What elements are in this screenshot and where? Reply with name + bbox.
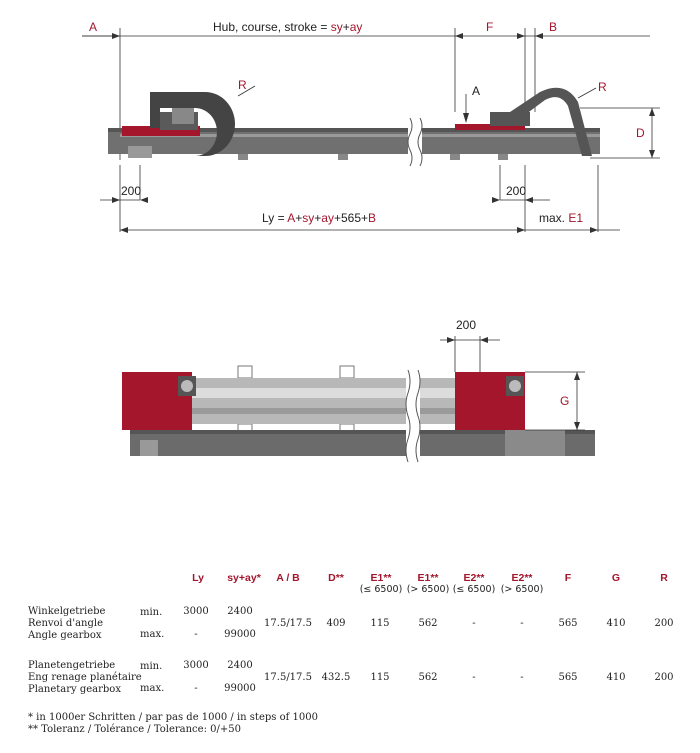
group1-e1a: 115 — [370, 618, 390, 629]
label-a-arrow: A — [472, 84, 481, 98]
group1-ly-max: - — [194, 629, 198, 640]
header-g: G — [611, 572, 621, 584]
group1-min-label: min. — [140, 607, 163, 618]
group2-name-de: Planetengetriebe — [28, 660, 116, 671]
group2-d: 432.5 — [321, 672, 351, 683]
group2-ly-min: 3000 — [183, 660, 209, 671]
subheader-e1b: (> 6500) — [406, 584, 450, 595]
header-e2a: E2** — [463, 572, 485, 584]
subheader-e1a: (≤ 6500) — [359, 584, 403, 595]
label-ly-formula: Ly = A+sy+ay+565+B — [262, 211, 377, 225]
group2-syay-max: 99000 — [224, 683, 256, 694]
label-200-right: 200 — [506, 184, 527, 198]
group1-max-label: max. — [140, 629, 165, 640]
group2-e1b: 562 — [418, 672, 438, 683]
footnote-2: ** Toleranz / Tolérance / Tolerance: 0/+50 — [28, 724, 241, 735]
group1-name-fr: Renvoi d'angle — [28, 618, 104, 629]
subheader-e2a: (≤ 6500) — [452, 584, 496, 595]
group1-e2a: - — [472, 618, 476, 629]
group1-ab: 17.5/17.5 — [264, 618, 312, 629]
group2-min-label: min. — [140, 661, 163, 672]
group1-syay-max: 99000 — [224, 629, 256, 640]
label-f: F — [486, 20, 494, 34]
group2-ab: 17.5/17.5 — [264, 672, 312, 683]
header-syay: sy+ay* — [227, 572, 261, 584]
group2-e1a: 115 — [370, 672, 390, 683]
header-e1a: E1** — [370, 572, 392, 584]
header-ab: A / B — [276, 572, 300, 584]
subheader-e2b: (> 6500) — [500, 584, 544, 595]
group2-name-fr: Eng renage planétaire — [28, 672, 142, 683]
group2-g: 410 — [606, 672, 626, 683]
label-r-right: R — [598, 80, 607, 94]
group1-syay-min: 2400 — [227, 606, 253, 617]
bottom-rail-assembly — [122, 366, 595, 462]
group1-r: 200 — [654, 618, 674, 629]
group1-e2b: - — [520, 618, 524, 629]
group2-max-label: max. — [140, 683, 165, 694]
header-r: R — [660, 572, 668, 584]
label-g: G — [560, 394, 570, 408]
label-d: D — [636, 126, 645, 140]
header-f: F — [564, 572, 572, 584]
label-a: A — [89, 20, 98, 34]
group1-name-de: Winkelgetriebe — [28, 606, 106, 617]
header-d: D** — [328, 572, 344, 584]
group1-f: 565 — [558, 618, 578, 629]
group2-ly-max: - — [194, 683, 198, 694]
group2-e2a: - — [472, 672, 476, 683]
group2-f: 565 — [558, 672, 578, 683]
header-e2b: E2** — [511, 572, 533, 584]
group1-name-en: Angle gearbox — [28, 630, 102, 641]
label-stroke: Hub, course, stroke = sy+ay — [213, 20, 363, 34]
label-200-left: 200 — [121, 184, 142, 198]
group2-name-en: Planetary gearbox — [28, 684, 121, 695]
group1-e1b: 562 — [418, 618, 438, 629]
group1-g: 410 — [606, 618, 626, 629]
group2-r: 200 — [654, 672, 674, 683]
label-max-e1: max. E1 — [539, 211, 584, 225]
group1-ly-min: 3000 — [183, 606, 209, 617]
group1-d: 409 — [326, 618, 346, 629]
label-b: B — [549, 20, 558, 34]
label-r-left: R — [238, 78, 247, 92]
header-ly: Ly — [192, 572, 204, 584]
footnote-1: * in 1000er Schritten / par pas de 1000 / in steps of 1000 — [28, 712, 318, 723]
group2-syay-min: 2400 — [227, 660, 253, 671]
group2-e2b: - — [520, 672, 524, 683]
header-e1b: E1** — [417, 572, 439, 584]
label-200-bottom: 200 — [456, 318, 477, 332]
